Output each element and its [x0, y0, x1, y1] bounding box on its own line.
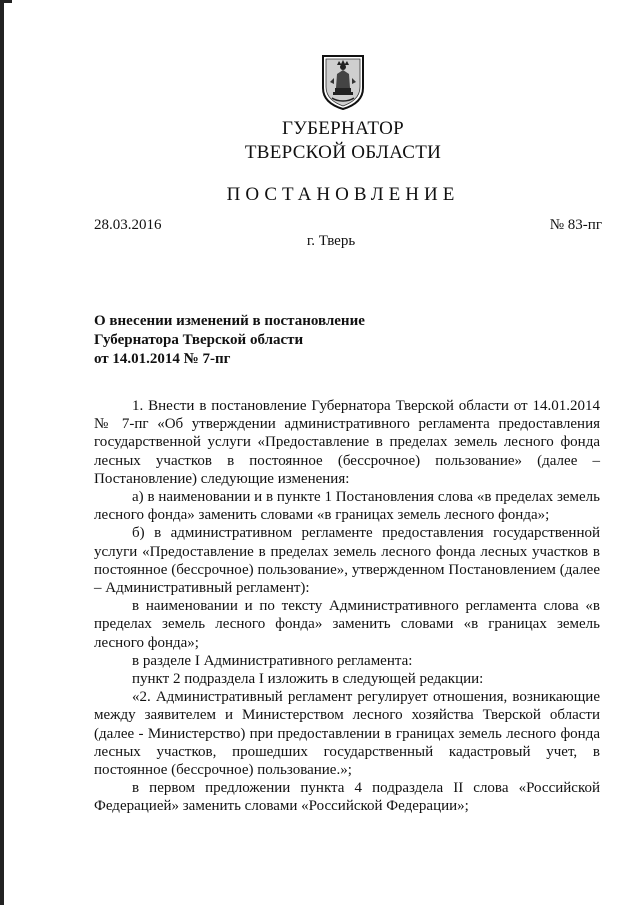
- body-paragraph-8: в первом предложении пункта 4 подраздела II слова «Российской Федерацией» заменить словами «Российской Федерации»;: [94, 780, 600, 815]
- document-subject: [94, 312, 365, 369]
- body-paragraph-3: б) в административном регламенте предоставления государственной услуги «Предоставление в пределах земель лесного фонда лесных участков в постоянное (бессрочное) пользование», утвержденном Постановлением (далее – Административный регламент):: [94, 525, 600, 597]
- body-paragraph-7: «2. Административный регламент регулирует отношения, возникающие между заявителем и Министерством лесного хозяйства Тверской области (далее - Министерство) при предоставлении в границах земель лесного фонда лесных участков, прошедших государственный кадастровый учет, в постоянное (бессрочное) пользование.»;: [94, 689, 600, 779]
- document-city: г. Тверь: [306, 233, 356, 249]
- subject-line1: О внесении изменений в постановление: [94, 313, 365, 329]
- document-number: № 83-пг: [549, 217, 602, 233]
- document-date: 28.03.2016: [94, 217, 162, 233]
- issuer-title-line2: ТВЕРСКОЙ ОБЛАСТИ: [244, 142, 442, 163]
- document-body: [94, 397, 600, 816]
- body-paragraph-1: 1. Внести в постановление Губернатора Тверской области от 14.01.2014 № 7-пг «Об утверждении административного регламента предоставления государственной услуги «Предоставление в пределах земель лесного фонда лесных участков в постоянное (бессрочное) пользование» (далее – Постановление) следующие изменения:: [94, 398, 600, 487]
- scan-border-top: [0, 0, 12, 3]
- body-paragraph-4: в наименовании и по тексту Административного регламента слова «в пределах земель лесного фонда» заменить словами «в границах земель лесного фонда»;: [94, 598, 600, 651]
- subject-line2: Губернатора Тверской области: [94, 332, 304, 348]
- document-type: ПОСТАНОВЛЕНИЕ: [226, 184, 460, 205]
- scan-border: [0, 0, 4, 905]
- issuer-title-line1: ГУБЕРНАТОР: [282, 118, 404, 139]
- subject-line3: от 14.01.2014 № 7-пг: [94, 351, 231, 367]
- body-paragraph-6: пункт 2 подраздела I изложить в следующей редакции:: [132, 671, 484, 688]
- coat-of-arms-icon: [320, 54, 366, 110]
- body-paragraph-5: в разделе I Административного регламента:: [132, 652, 413, 669]
- body-paragraph-2: а) в наименовании и в пункте 1 Постановления слова «в пределах земель лесного фонда» заменить словами «в границах земель лесного фонда»;: [94, 489, 600, 524]
